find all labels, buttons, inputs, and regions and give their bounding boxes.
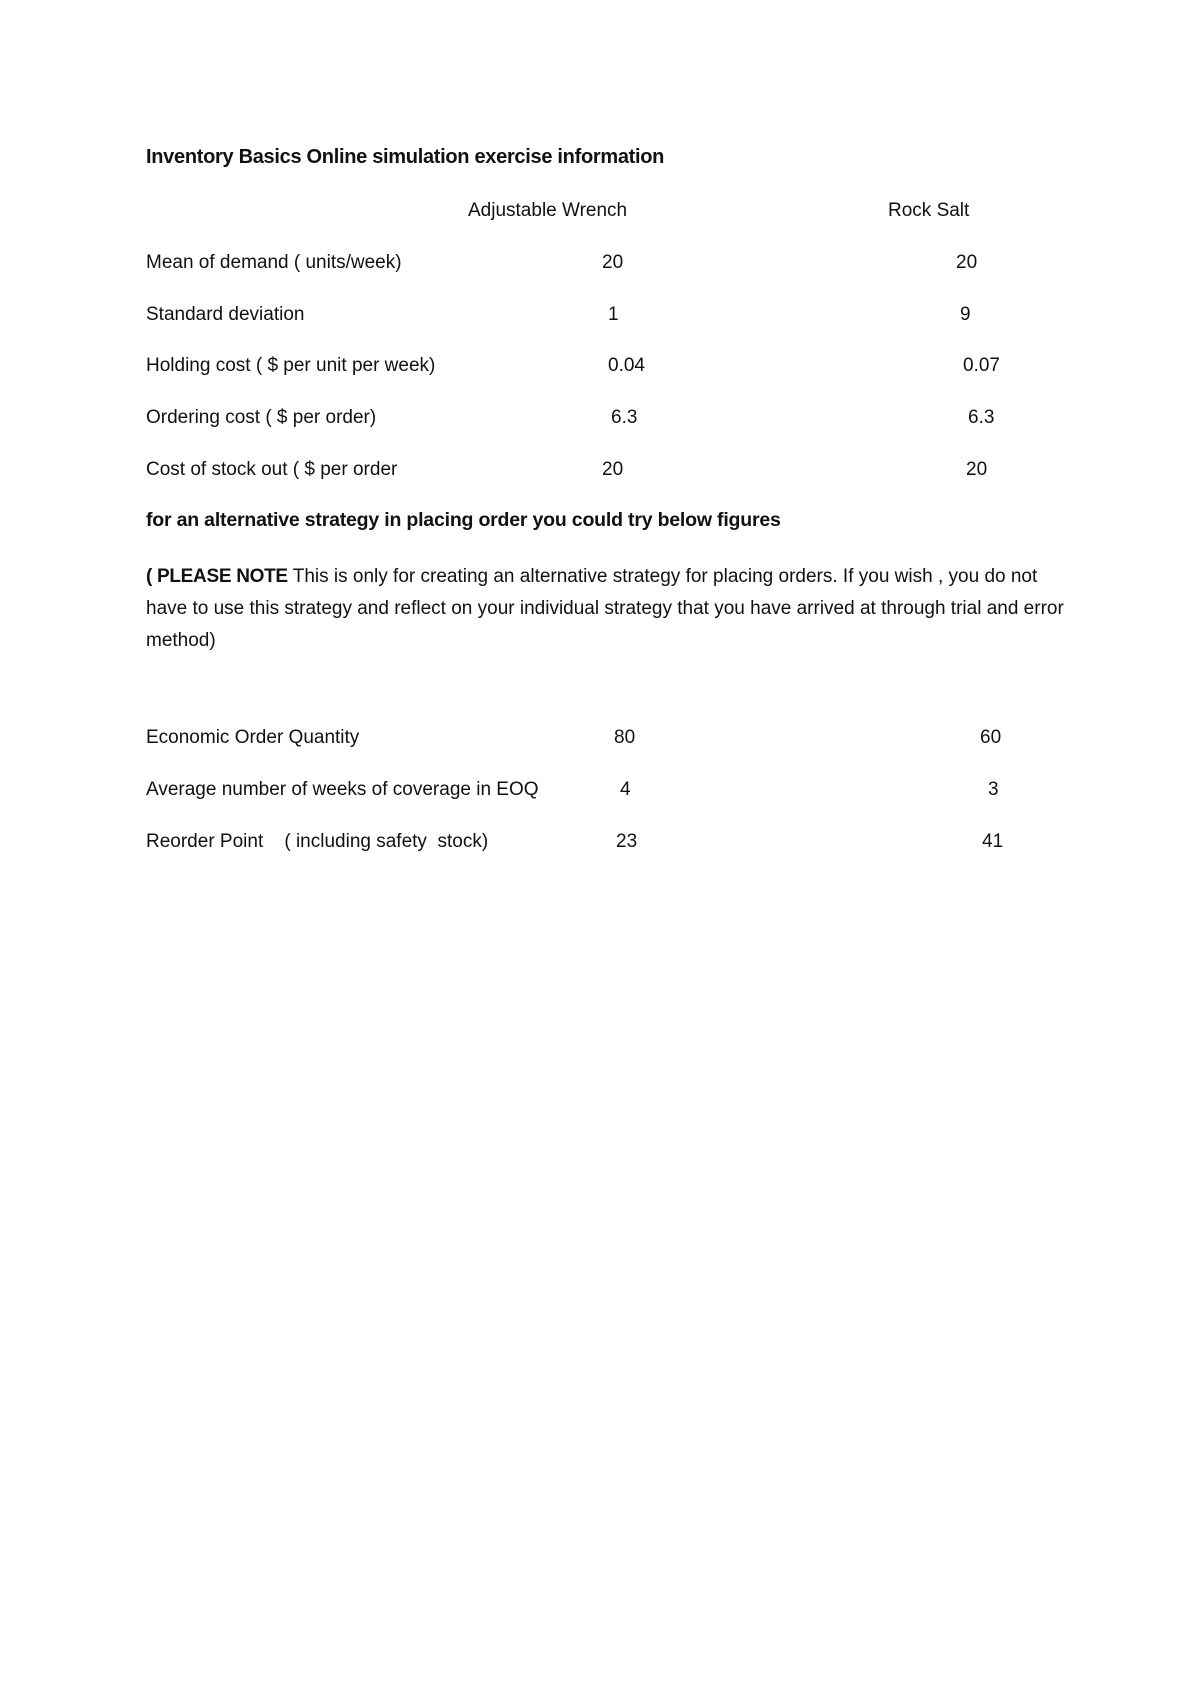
note-emphasis: ( PLEASE NOTE [146, 566, 288, 587]
alternative-strategy-heading: for an alternative strategy in placing order you could try below figures [146, 509, 781, 531]
rock-salt-value: 6.3 [968, 407, 995, 428]
wrench-value: 4 [620, 779, 631, 800]
table-row [0, 832, 1200, 858]
table-row [0, 728, 1200, 754]
table-row [0, 780, 1200, 806]
rock-salt-value: 9 [960, 304, 971, 325]
rock-salt-value: 3 [988, 779, 999, 800]
row-label: Average number of weeks of coverage in EOQ [146, 779, 539, 800]
document-title: Inventory Basics Online simulation exercise information [146, 146, 665, 168]
wrench-value: 6.3 [611, 407, 638, 428]
table-row [0, 408, 1200, 434]
wrench-value: 0.04 [608, 355, 645, 376]
table-row [0, 305, 1200, 331]
rock-salt-value: 41 [982, 831, 1004, 852]
wrench-value: 23 [616, 831, 638, 852]
rock-salt-value: 20 [966, 459, 988, 480]
row-label: Cost of stock out ( $ per order [146, 459, 398, 480]
rock-salt-value: 60 [980, 727, 1002, 748]
note-paragraph [146, 561, 1076, 657]
wrench-value: 1 [608, 304, 619, 325]
table-row [0, 356, 1200, 382]
row-label: Ordering cost ( $ per order) [146, 407, 377, 428]
wrench-value: 20 [602, 252, 624, 273]
note-text: This is only for creating an alternative strategy for placing orders. If you wish , you do not have to use this strategy and reflect on your individual strategy that you have arrived at through trial and error method) [146, 566, 1064, 651]
rock-salt-value: 0.07 [963, 355, 1000, 376]
row-label: Standard deviation [146, 304, 305, 325]
column-header-rock-salt: Rock Salt [888, 200, 970, 221]
column-header-adjustable-wrench: Adjustable Wrench [468, 200, 628, 221]
row-label: Holding cost ( $ per unit per week) [146, 355, 436, 376]
rock-salt-value: 20 [956, 252, 978, 273]
row-label: Mean of demand ( units/week) [146, 252, 402, 273]
wrench-value: 20 [602, 459, 624, 480]
row-label: Economic Order Quantity [146, 727, 360, 748]
table-row [0, 460, 1200, 486]
table-row [0, 253, 1200, 279]
row-label: Reorder Point ( including safety stock) [146, 831, 489, 852]
wrench-value: 80 [614, 727, 636, 748]
